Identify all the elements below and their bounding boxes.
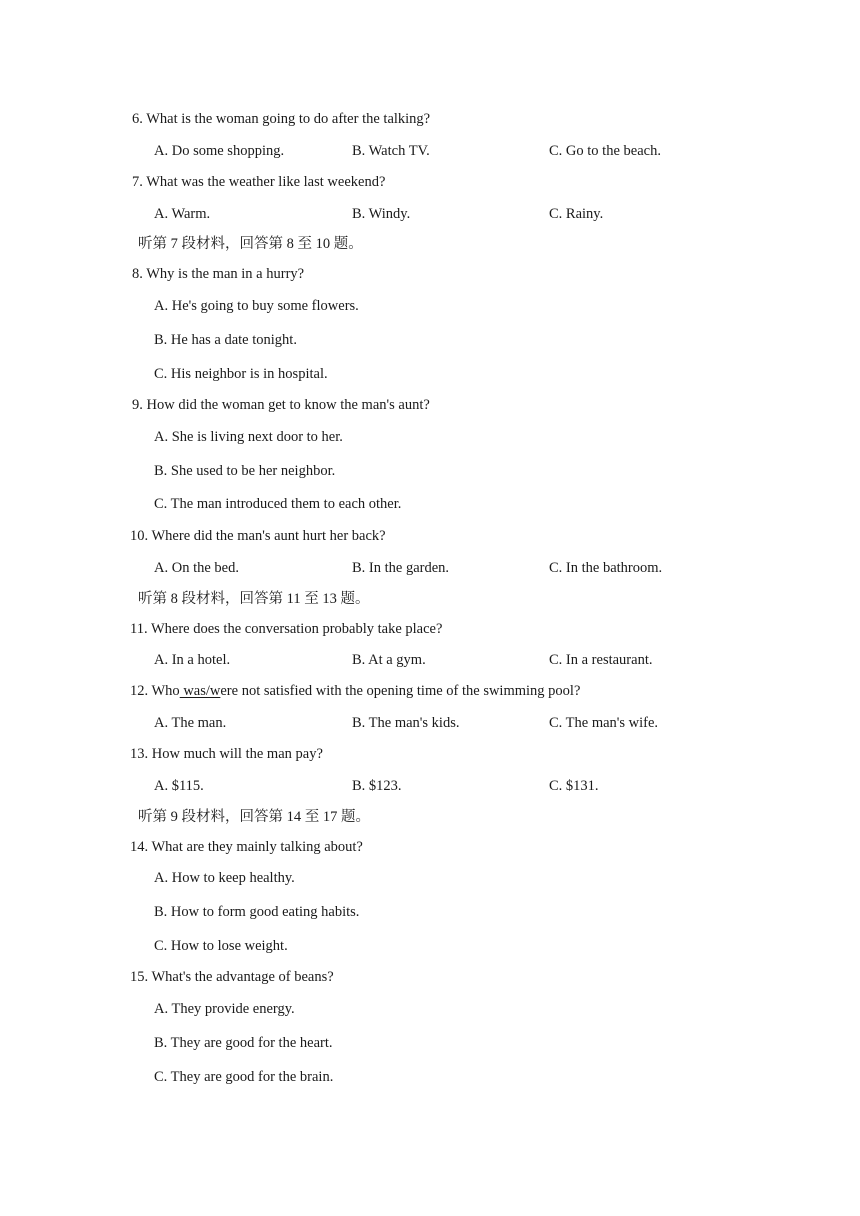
- section-8-heading: 听第 8 段材料，回答第 11 至 13 题。: [138, 591, 370, 607]
- question-8-option-b: B. He has a date tonight.: [154, 332, 297, 348]
- question-7-option-b: B. Windy.: [352, 206, 411, 222]
- question-14-option-b: B. How to form good eating habits.: [154, 904, 360, 920]
- question-10-option-a: A. On the bed.: [154, 560, 239, 576]
- question-7-stem: 7. What was the weather like last weekend?: [132, 174, 386, 190]
- question-15-option-b: B. They are good for the heart.: [154, 1035, 333, 1051]
- question-15-option-a: A. They provide energy.: [154, 1001, 295, 1017]
- question-9-option-a: A. She is living next door to her.: [154, 429, 343, 445]
- question-12-underlined-text: was/w: [179, 683, 221, 699]
- question-10-stem: 10. Where did the man's aunt hurt her back?: [130, 528, 386, 544]
- question-12-stem: [130, 682, 580, 700]
- question-15-option-c: C. They are good for the brain.: [154, 1069, 334, 1085]
- question-14-option-c: C. How to lose weight.: [154, 938, 288, 954]
- question-9-option-b: B. She used to be her neighbor.: [154, 463, 336, 479]
- question-8-option-a: A. He's going to buy some flowers.: [154, 298, 359, 314]
- question-13-option-b: B. $123.: [352, 778, 402, 794]
- question-12-option-a: A. The man.: [154, 715, 227, 731]
- question-11-option-a: A. In a hotel.: [154, 652, 231, 668]
- question-10-option-c: C. In the bathroom.: [549, 560, 663, 576]
- question-12-stem-end: ere not satisfied with the opening time of the swimming pool?: [220, 683, 581, 699]
- question-15-stem: 15. What's the advantage of beans?: [130, 969, 334, 985]
- question-13-stem: 13. How much will the man pay?: [130, 746, 323, 762]
- section-7-heading: 听第 7 段材料，回答第 8 至 10 题。: [138, 236, 363, 252]
- question-7-option-c: C. Rainy.: [549, 206, 604, 222]
- question-11-option-b: B. At a gym.: [352, 652, 426, 668]
- question-13-option-a: A. $115.: [154, 778, 204, 794]
- question-11-option-c: C. In a restaurant.: [549, 652, 653, 668]
- question-10-option-b: B. In the garden.: [352, 560, 450, 576]
- section-9-heading: 听第 9 段材料，回答第 14 至 17 题。: [138, 809, 370, 825]
- question-12-option-c: C. The man's wife.: [549, 715, 659, 731]
- question-9-stem: 9. How did the woman get to know the man's aunt?: [132, 397, 430, 413]
- question-8-option-c: C. His neighbor is in hospital.: [154, 366, 328, 382]
- question-12-stem-start: 12. Who: [130, 683, 180, 699]
- question-7-option-a: A. Warm.: [154, 206, 211, 222]
- question-14-option-a: A. How to keep healthy.: [154, 870, 295, 886]
- question-13-option-c: C. $131.: [549, 778, 599, 794]
- question-6-option-a: A. Do some shopping.: [154, 143, 285, 159]
- question-8-stem: 8. Why is the man in a hurry?: [132, 266, 305, 282]
- question-12-option-b: B. The man's kids.: [352, 715, 460, 731]
- question-6-option-b: B. Watch TV.: [352, 143, 430, 159]
- question-6-stem: 6. What is the woman going to do after the talking?: [132, 111, 431, 127]
- question-11-stem: 11. Where does the conversation probably take place?: [130, 621, 443, 637]
- question-6-option-c: C. Go to the beach.: [549, 143, 661, 159]
- question-9-option-c: C. The man introduced them to each other.: [154, 496, 402, 512]
- question-14-stem: 14. What are they mainly talking about?: [130, 839, 363, 855]
